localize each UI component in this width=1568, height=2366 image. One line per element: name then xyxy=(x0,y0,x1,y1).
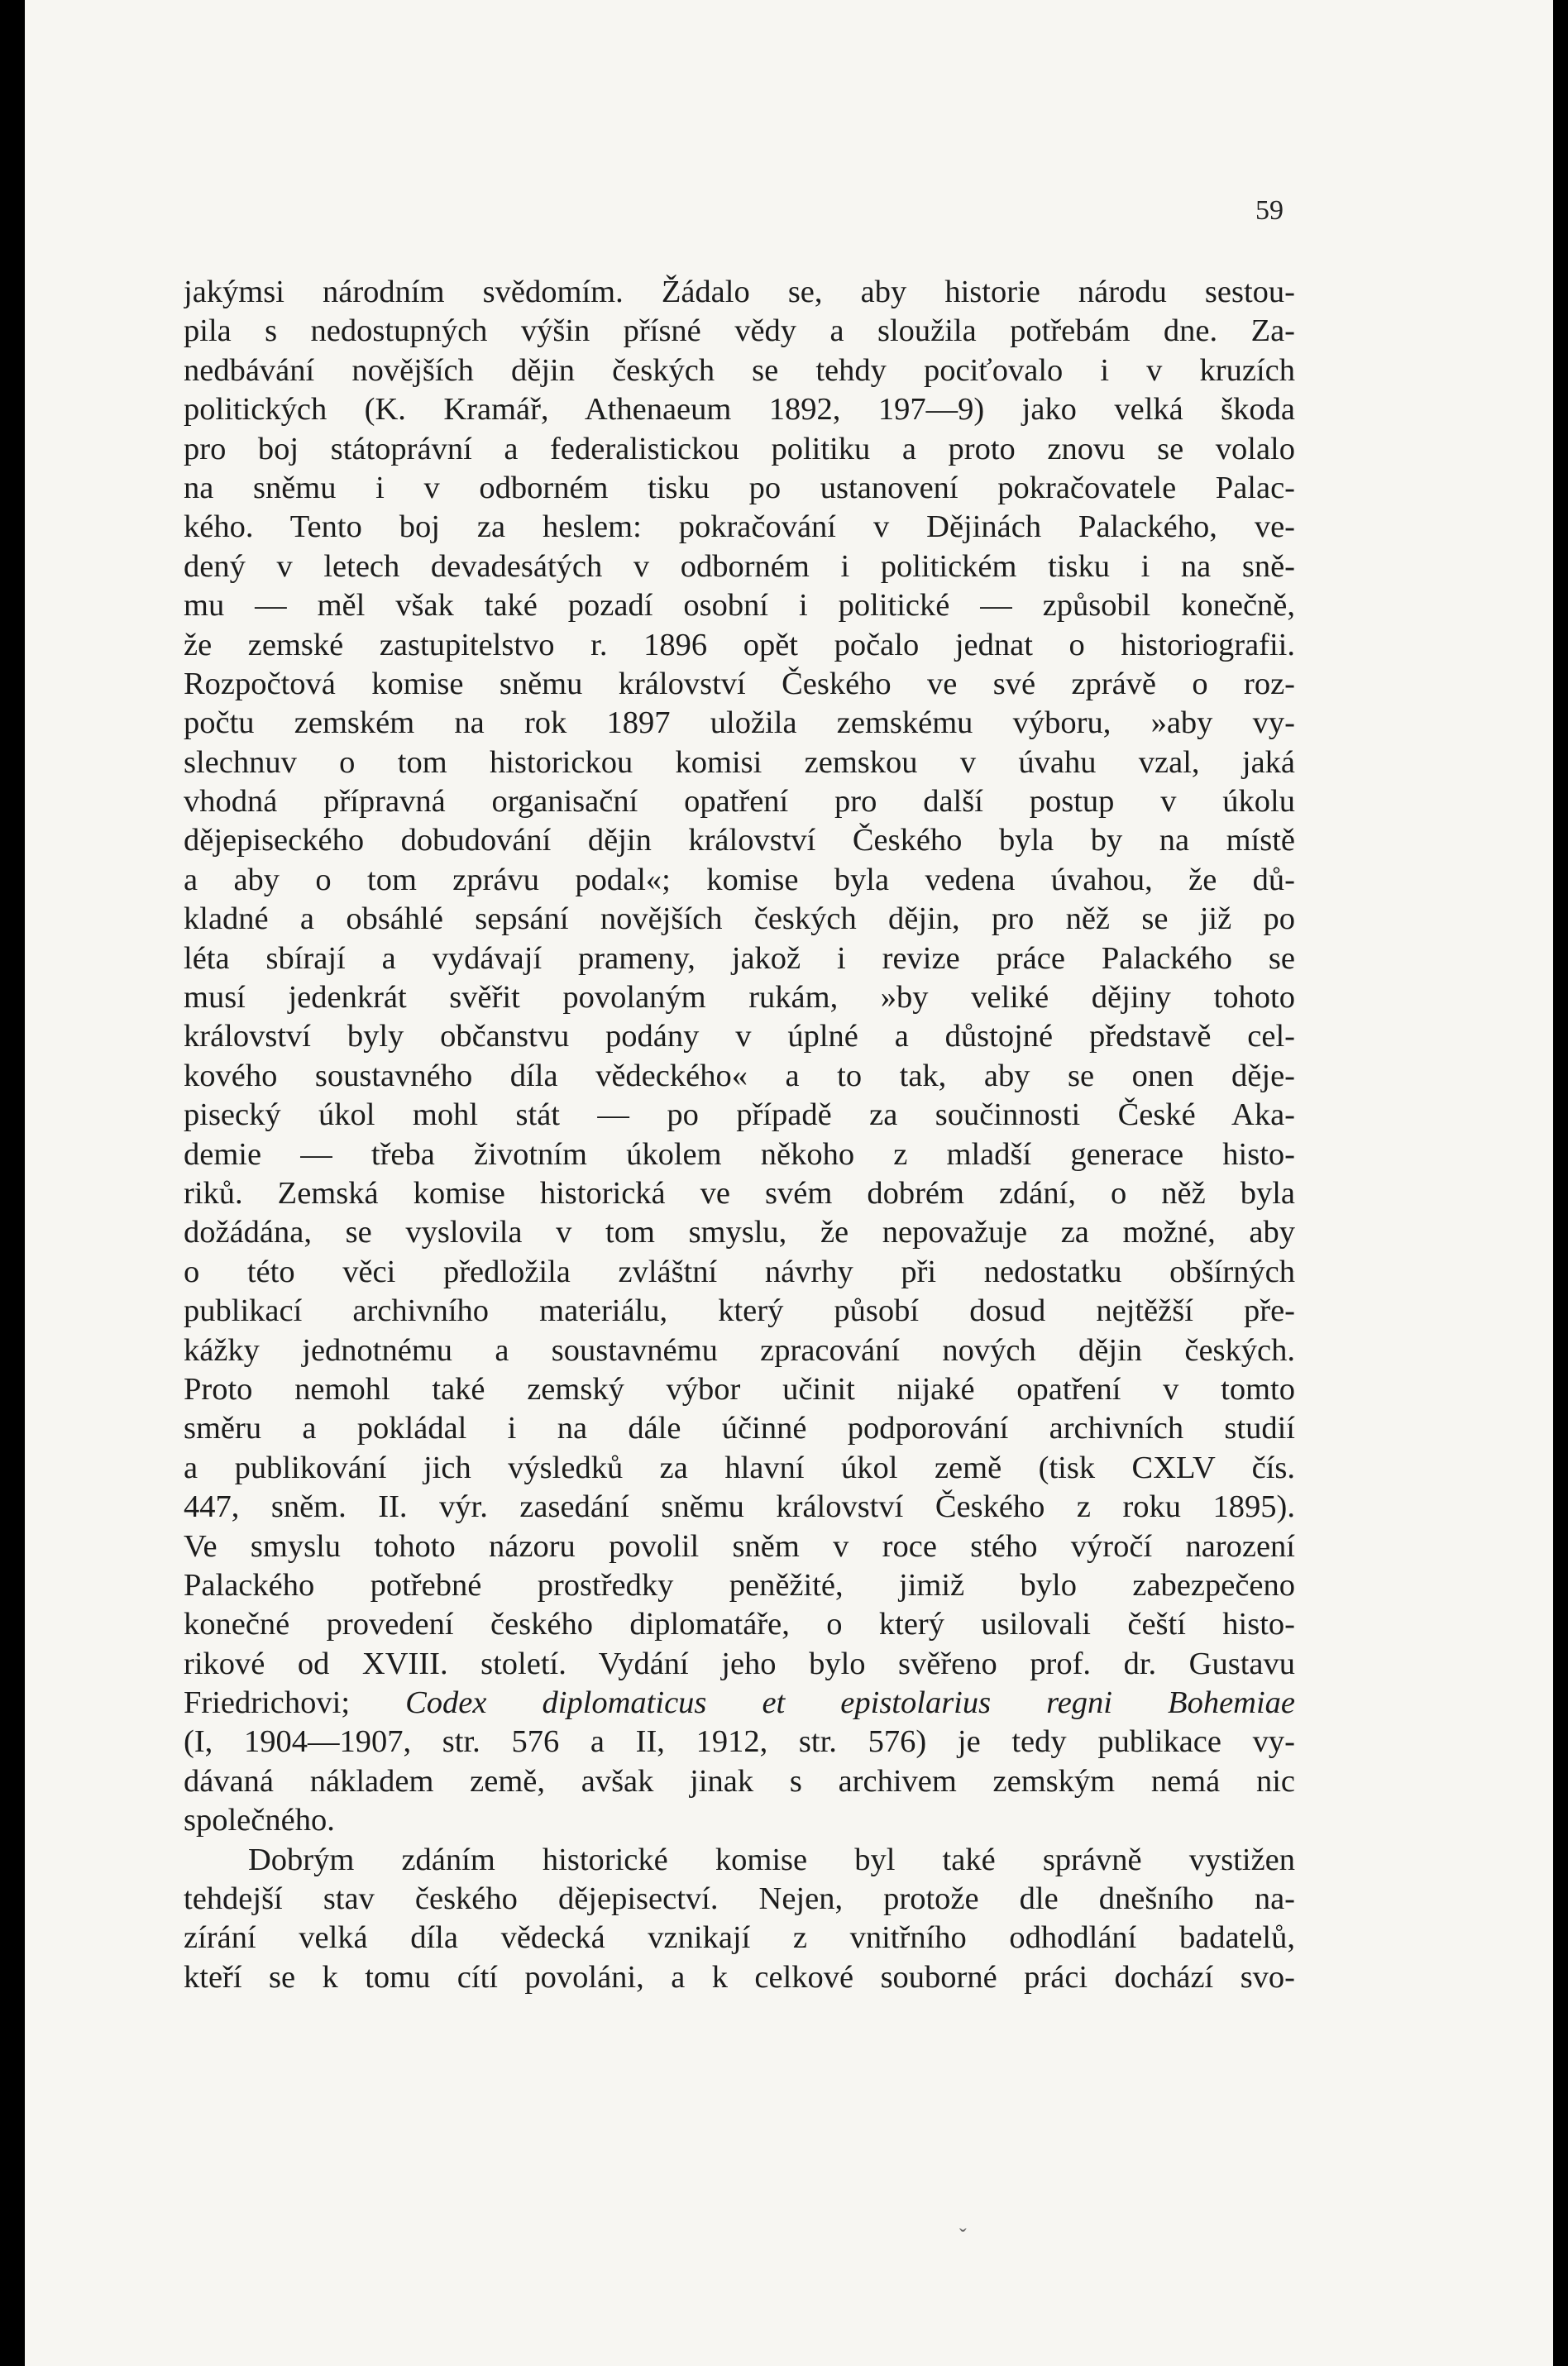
text-line: riků. Zemská komise historická ve svém dobrém zdání, o něž byla xyxy=(184,1175,1295,1211)
text-line: pisecký úkol mohl stát — po případě za součinnosti České Aka- xyxy=(184,1097,1295,1133)
text-line: pro boj státoprávní a federalistickou politiku a proto znovu se volalo xyxy=(184,431,1295,466)
text-line: na sněmu i v odborném tisku po ustanovení pokračovatele Palac- xyxy=(184,470,1295,505)
text-line: kého. Tento boj za heslem: pokračování v Dějinách Palackého, ve- xyxy=(184,509,1295,545)
codex-line-prefix: Friedrichovi; xyxy=(184,1685,406,1721)
text-line: slechnuv o tom historickou komisi zemskou v úvahu vzal, jaká xyxy=(184,744,1295,780)
text-line: a aby o tom zprávu podal«; komise byla vedena úvahou, že dů- xyxy=(184,862,1295,897)
text-line: jakýmsi národním svědomím. Žádalo se, aby historie národu sestou- xyxy=(184,275,1295,309)
text-line: kteří se k tomu cítí povoláni, a k celkové souborné práci dochází svo- xyxy=(184,1959,1295,1995)
text-line: kážky jednotnému a soustavnému zpracování nových dějin českých. xyxy=(184,1332,1295,1368)
text-line: léta sbírají a vydávají prameny, jakož i revize práce Palackého se xyxy=(184,940,1295,976)
text-line: politických (K. Kramář, Athenaeum 1892, 197—9) jako velká škoda xyxy=(184,392,1295,428)
text-line: konečné provedení českého diplomatáře, o který usilovali čeští histo- xyxy=(184,1607,1295,1642)
text-line: směru a pokládal i na dále účinné podporování archivních studií xyxy=(184,1411,1295,1446)
text-line: kového soustavného díla vědeckého« a to tak, aby se onen děje- xyxy=(184,1058,1295,1093)
text-line: musí jedenkrát svěřit povolaným rukám, »by veliké dějiny tohoto xyxy=(184,980,1295,1016)
paragraph-start-line: Dobrým zdáním historické komise byl také správně vystižen xyxy=(248,1842,1295,1877)
text-line: rikové od XVIII. století. Vydání jeho bylo svěřeno prof. dr. Gustavu xyxy=(184,1646,1295,1681)
body-text xyxy=(184,273,1295,1997)
text-line: dožádána, se vyslovila v tom smyslu, že nepovažuje za možné, aby xyxy=(184,1215,1295,1250)
scan-speck-mark: ˇ xyxy=(959,2225,967,2249)
text-line: o této věci předložila zvláštní návrhy při nedostatku obšírných xyxy=(184,1254,1295,1289)
text-line: dený v letech devadesátých v odborném i politickém tisku i na sně- xyxy=(184,548,1295,584)
paragraph-end-line: společného. xyxy=(184,1803,335,1838)
text-line: dávaná nákladem země, avšak jinak s archivem zemským nemá nic xyxy=(184,1763,1295,1799)
text-line: království byly občanstvu podány v úplné a důstojné představě cel- xyxy=(184,1019,1295,1054)
text-line: publikací archivního materiálu, který působí dosud nejtěžší pře- xyxy=(184,1293,1295,1329)
text-line: dějepiseckého dobudování dějin království Českého byla by na místě xyxy=(184,823,1295,858)
text-line: a publikování jich výsledků za hlavní úkol země (tisk CXLV čís. xyxy=(184,1450,1295,1485)
text-line: Proto nemohl také zemský výbor učinit nijaké opatření v tomto xyxy=(184,1371,1295,1407)
text-line: mu — měl však také pozadí osobní i politické — způsobil konečně, xyxy=(184,588,1295,624)
text-line: že zemské zastupitelstvo r. 1896 opět počalo jednat o historiografii. xyxy=(184,627,1295,662)
text-line: počtu zemském na rok 1897 uložila zemskému výboru, »aby vy- xyxy=(184,705,1295,741)
text-line: (I, 1904—1907, str. 576 a II, 1912, str. 576) je tedy publikace vy- xyxy=(184,1724,1295,1760)
text-line: zírání velká díla vědecká vznikají z vnitřního odhodlání badatelů, xyxy=(184,1920,1295,1956)
codex-line xyxy=(184,1684,1295,1723)
text-line: demie — třeba životním úkolem někoho z mladší generace histo- xyxy=(184,1136,1295,1172)
text-line: Ve smyslu tohoto názoru povolil sněm v roce stého výročí narození xyxy=(184,1528,1295,1564)
text-line: vhodná přípravná organisační opatření pro další postup v úkolu xyxy=(184,784,1295,820)
text-line: nedbávání novějších dějin českých se tehdy pociťovalo i v kruzích xyxy=(184,352,1295,388)
text-line: kladné a obsáhlé sepsání novějších českých dějin, pro něž se již po xyxy=(184,901,1295,937)
text-line: Palackého potřebné prostředky peněžité, jimiž bylo zabezpečeno xyxy=(184,1567,1295,1603)
codex-title-italic: Codex diplomaticus et epistolarius regni Bohemiae xyxy=(405,1685,1295,1721)
text-line: pila s nedostupných výšin přísné vědy a sloužila potřebám dne. Za- xyxy=(184,313,1295,349)
book-page xyxy=(25,0,1553,2366)
page-number: 59 xyxy=(1255,195,1284,226)
text-line: 447, sněm. II. výr. zasedání sněmu království Českého z roku 1895). xyxy=(184,1489,1295,1525)
text-line: Rozpočtová komise sněmu království Českého ve své zprávě o roz- xyxy=(184,666,1295,701)
text-line: tehdejší stav českého dějepisectví. Nejen, protože dle dnešního na- xyxy=(184,1881,1295,1917)
